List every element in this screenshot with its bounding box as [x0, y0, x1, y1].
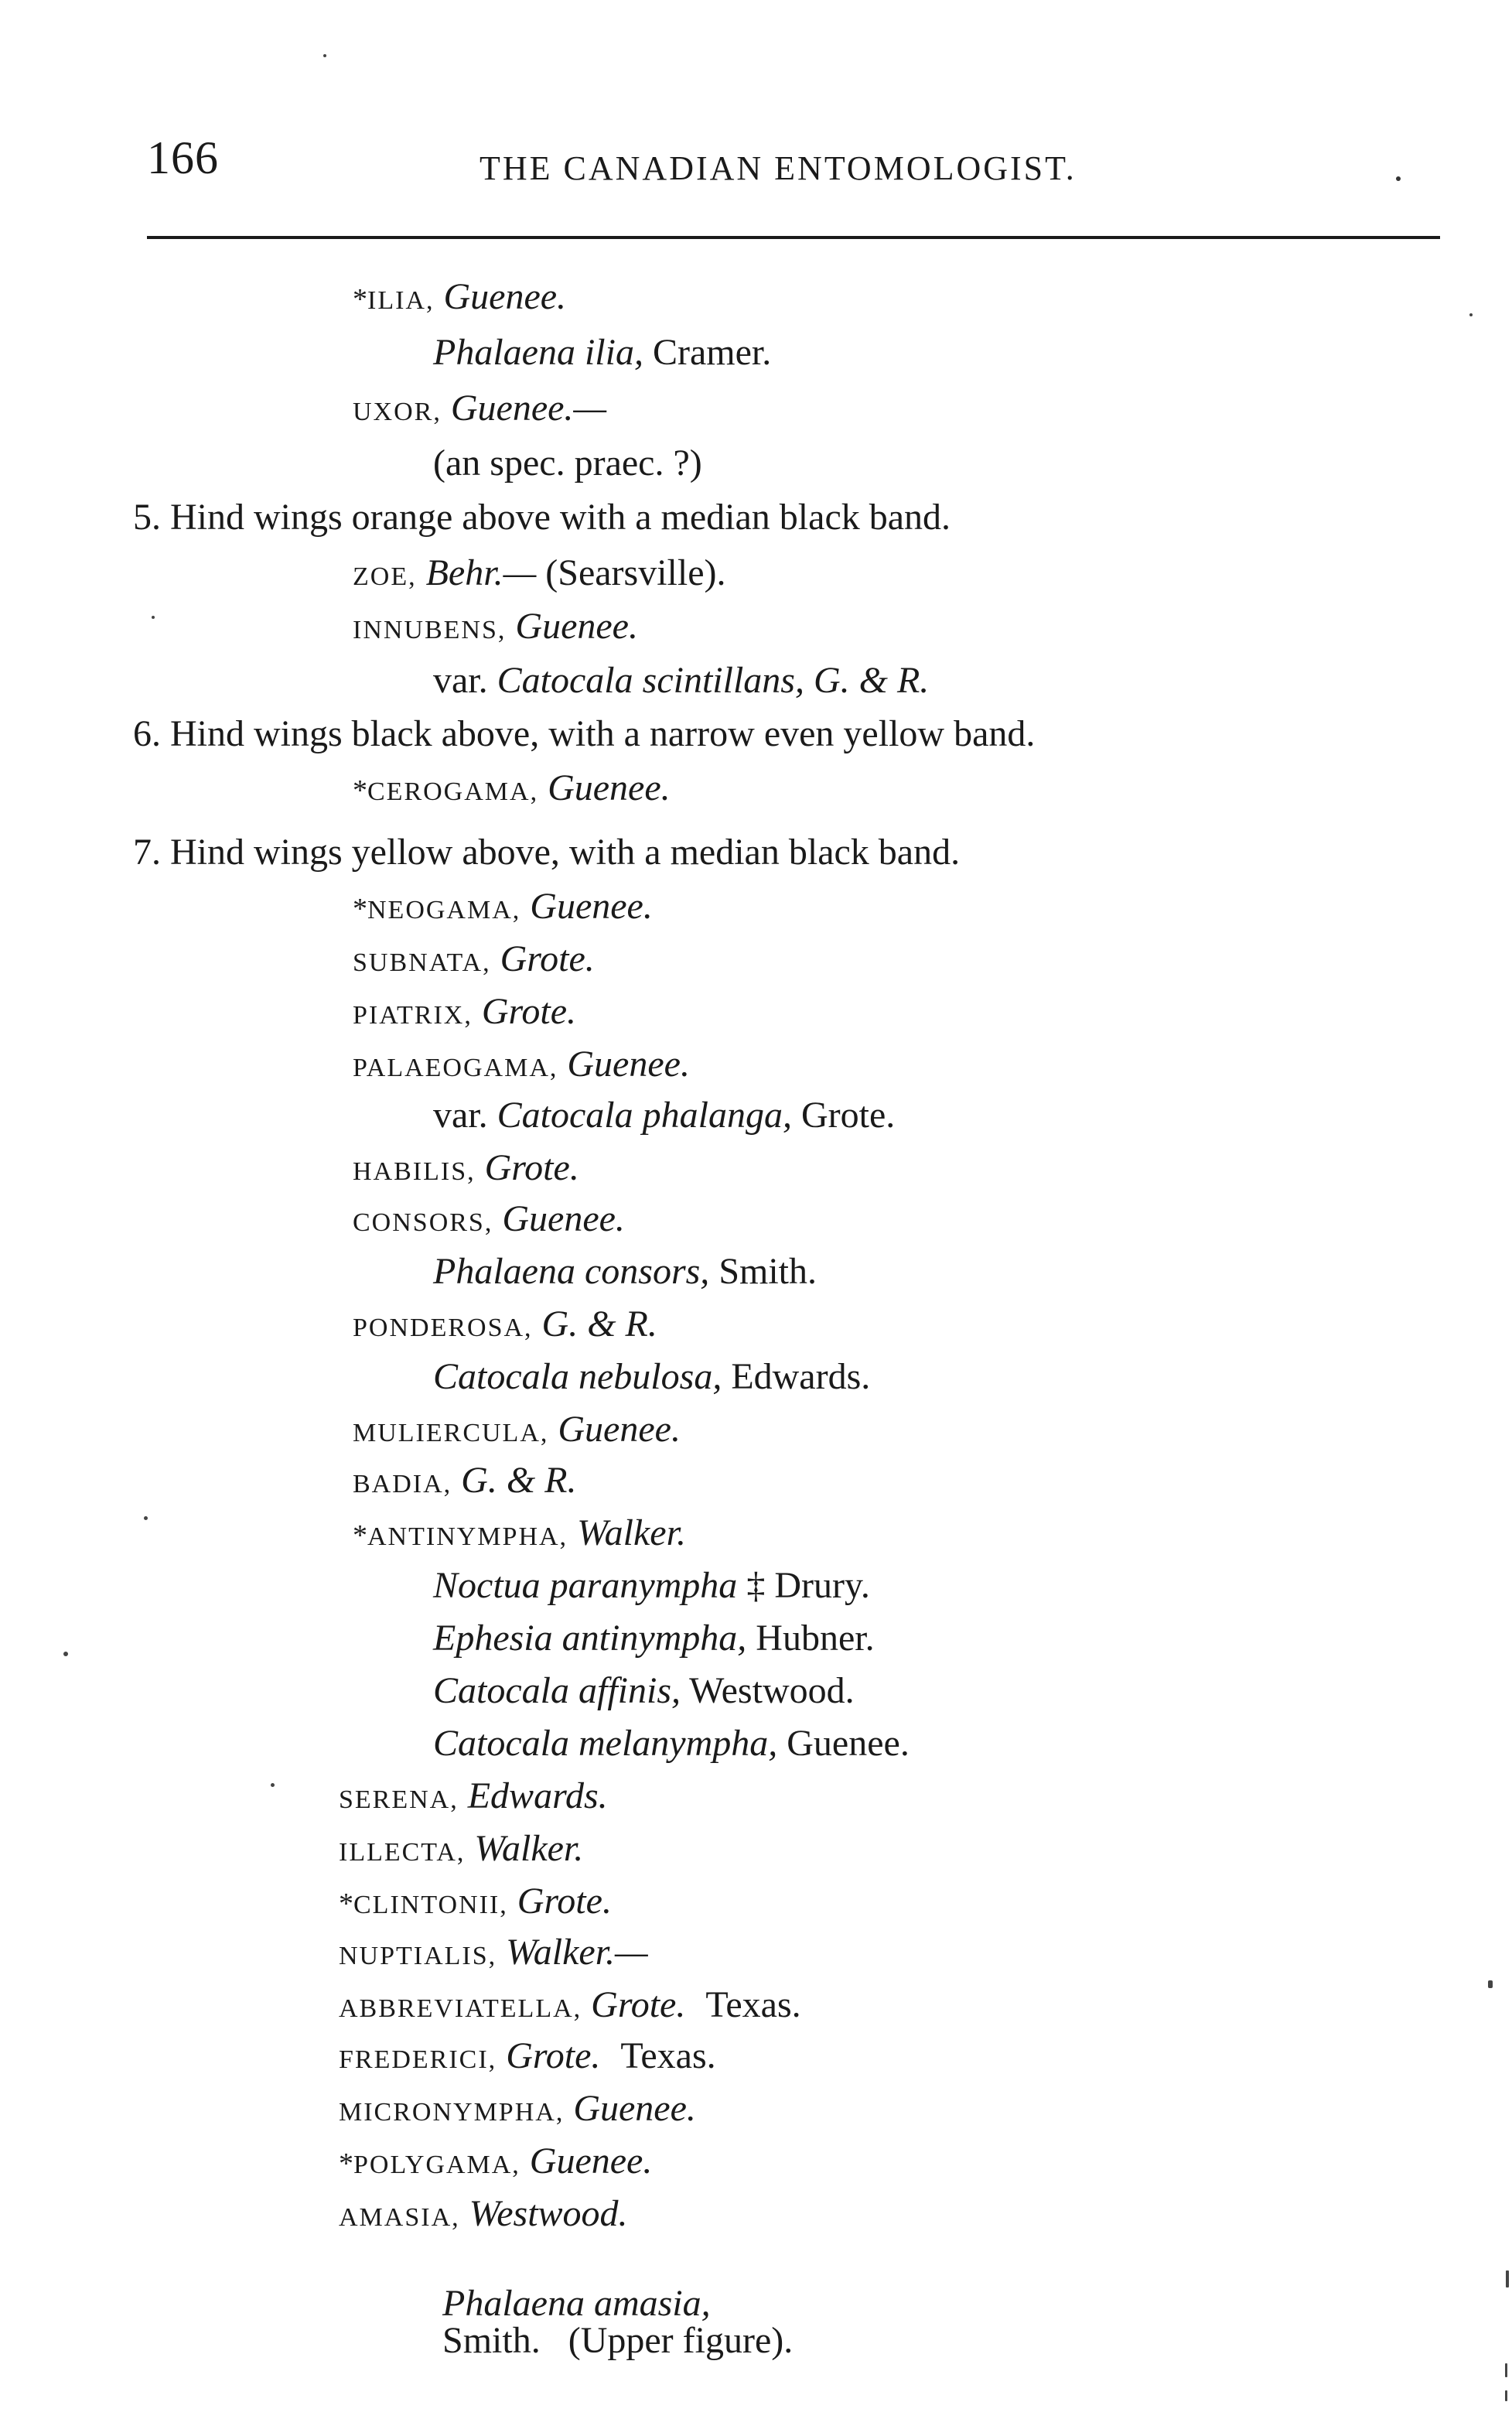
species-name: ZOE,	[353, 562, 417, 591]
species-entry-antinympha	[353, 1512, 686, 1553]
scan-speck	[152, 616, 155, 619]
author: Guenee.	[548, 767, 671, 808]
species-name: PIATRIX,	[353, 1001, 473, 1030]
synonym-author: Guenee.	[787, 1723, 910, 1764]
author: Guenee.—	[450, 388, 607, 429]
species-entry-ilia	[353, 278, 566, 316]
variety-author: Grote.	[800, 1095, 896, 1136]
synonym-name: Catocala affinis,	[433, 1670, 681, 1711]
running-title: THE CANADIAN ENTOMOLOGIST.	[480, 149, 1077, 187]
author: G. & R.	[541, 1303, 657, 1344]
scan-speck	[323, 54, 326, 57]
header-rule	[147, 236, 1440, 239]
author: Guenee.	[573, 2088, 696, 2129]
scan-speck	[63, 1652, 68, 1656]
key-heading-6	[133, 713, 1036, 754]
key-text: Hind wings yellow above, with a median black band.	[170, 832, 961, 873]
species-entry-nuptialis	[339, 1934, 648, 1971]
author: Grote.	[591, 1984, 686, 2025]
species-name: PONDEROSA,	[353, 1314, 533, 1342]
star-mark: *	[353, 774, 367, 807]
species-entry-zoe	[353, 552, 726, 593]
author: Walker.—	[506, 1932, 648, 1973]
locality: Texas.	[705, 1984, 801, 2025]
author: Walker.	[577, 1512, 686, 1553]
synonym-entry	[433, 1672, 855, 1710]
synonym-name: Catocala nebulosa,	[433, 1356, 722, 1397]
synonym-author: Smith.	[718, 1251, 817, 1292]
species-name: MICRONYMPHA,	[339, 2098, 565, 2127]
note: (an spec. praec. ?)	[433, 442, 702, 483]
key-heading-5	[133, 499, 951, 536]
key-number: 5.	[133, 497, 161, 538]
synonym-author: ‡ Drury.	[746, 1565, 870, 1606]
species-name: SUBNATA,	[353, 948, 491, 977]
synonym-author: Edwards.	[731, 1356, 871, 1397]
species-entry-habilis	[353, 1147, 579, 1188]
synonym-entry	[433, 1725, 910, 1762]
locality: (Searsville).	[545, 552, 726, 593]
author: Guenee.	[567, 1044, 690, 1085]
variety-name: Catocala phalanga,	[497, 1095, 792, 1136]
species-name: FREDERICI,	[339, 2045, 497, 2074]
scan-speck	[1469, 313, 1473, 316]
species-name: PALAEOGAMA,	[353, 1054, 558, 1082]
author: Grote.	[481, 991, 577, 1032]
star-mark: *	[353, 283, 367, 316]
species-name: ILLECTA,	[339, 1838, 466, 1867]
synonym-author: Cramer.	[652, 332, 772, 373]
variety-entry	[433, 662, 929, 699]
synonym-name: Ephesia antinympha,	[433, 1618, 747, 1659]
author: Walker.	[474, 1828, 584, 1869]
species-entry-badia	[353, 1462, 577, 1499]
species-entry-serena	[339, 1775, 608, 1816]
author: Westwood.	[469, 2193, 628, 2234]
synonym-author: Smith. (Upper figure).	[442, 2320, 794, 2361]
author: Guenee.	[515, 606, 638, 647]
species-name: UXOR,	[353, 398, 442, 426]
synonym-author: Westwood.	[689, 1670, 855, 1711]
author: Guenee.	[529, 2141, 653, 2182]
species-name: CLINTONII,	[353, 1891, 508, 1919]
synonym-name: Phalaena ilia,	[433, 332, 643, 373]
author: G. & R.	[461, 1460, 577, 1501]
species-name: BADIA,	[353, 1470, 452, 1498]
species-name: AMASIA,	[339, 2203, 460, 2232]
scan-speck	[271, 1783, 275, 1787]
author: Edwards.	[467, 1775, 608, 1816]
author: Guenee.	[443, 276, 567, 317]
species-entry-neogama	[353, 888, 653, 925]
scan-speck	[1505, 2390, 1507, 2401]
var-prefix: var.	[433, 1095, 488, 1136]
synonym-entry	[433, 1253, 817, 1290]
key-number: 6.	[133, 713, 161, 754]
scan-speck	[1505, 2363, 1507, 2377]
scan-speck	[1506, 2270, 1509, 2287]
header-dot	[1396, 176, 1401, 181]
species-entry-consors	[353, 1198, 625, 1239]
species-entry-polygama	[339, 2143, 652, 2180]
species-entry-amasia	[339, 2195, 628, 2233]
key-number: 7.	[133, 832, 161, 873]
species-name: ANTINYMPHA,	[367, 1522, 568, 1551]
note-line	[433, 442, 702, 483]
star-mark: *	[353, 893, 367, 925]
author: Guenee.	[558, 1409, 681, 1450]
species-entry-palaeogama	[353, 1046, 690, 1083]
synonym-entry	[424, 2248, 793, 2359]
synonym-entry	[433, 1567, 870, 1604]
species-entry-cerogama	[353, 767, 671, 808]
species-name: MULIERCULA,	[353, 1419, 549, 1447]
key-text: Hind wings orange above with a median black band.	[170, 497, 951, 538]
species-name: NUPTIALIS,	[339, 1942, 497, 1970]
synonym-entry	[433, 334, 771, 371]
species-name: NEOGAMA,	[367, 896, 521, 924]
star-mark: *	[339, 1888, 353, 1920]
scan-speck	[1488, 1980, 1493, 1988]
species-name: CONSORS,	[353, 1208, 493, 1237]
author: Grote.	[506, 2035, 601, 2076]
scan-speck	[144, 1516, 148, 1520]
species-entry-illecta	[339, 1830, 583, 1867]
species-entry-muliercula	[353, 1411, 681, 1448]
synonym-author: Hubner.	[756, 1618, 875, 1659]
species-name: ABBREVIATELLA,	[339, 1994, 582, 2023]
synonym-entry	[433, 1358, 870, 1396]
species-entry-abbreviatella	[339, 1984, 801, 2025]
species-entry-micronympha	[339, 2090, 696, 2127]
author: Guenee.	[502, 1198, 625, 1239]
species-name: SERENA,	[339, 1785, 459, 1814]
species-entry-piatrix	[353, 993, 576, 1030]
key-text: Hind wings black above, with a narrow even yellow band.	[170, 713, 1036, 754]
species-name: ILIA,	[367, 286, 435, 315]
author: Grote.	[500, 938, 595, 979]
star-mark: *	[339, 2147, 353, 2180]
variety-name: Catocala scintillans, G. & R.	[497, 660, 930, 701]
page-number: 166	[147, 132, 219, 183]
synonym-name: Phalaena consors,	[433, 1251, 710, 1292]
synonym-name: Phalaena amasia,	[442, 2283, 711, 2324]
species-entry-frederici	[339, 2035, 716, 2076]
species-name: CEROGAMA,	[367, 777, 539, 806]
star-mark: *	[353, 1519, 367, 1552]
author: Grote.	[484, 1147, 579, 1188]
author: Guenee.	[530, 886, 653, 927]
species-entry-innubens	[353, 608, 638, 645]
locality: Texas.	[620, 2035, 716, 2076]
species-entry-subnata	[353, 938, 595, 979]
species-entry-clintonii	[339, 1883, 612, 1920]
author: Behr.—	[425, 552, 537, 593]
var-prefix: var.	[433, 660, 488, 701]
species-name: INNUBENS,	[353, 616, 507, 644]
synonym-name: Noctua paranympha	[433, 1565, 738, 1606]
variety-entry	[433, 1097, 895, 1134]
synonym-entry	[433, 1620, 875, 1657]
species-entry-uxor	[353, 390, 606, 427]
species-name: HABILIS,	[353, 1157, 476, 1186]
species-name: POLYGAMA,	[353, 2151, 520, 2179]
species-entry-ponderosa	[353, 1303, 657, 1344]
author: Grote.	[517, 1881, 612, 1922]
key-heading-7	[133, 834, 960, 871]
synonym-name: Catocala melanympha,	[433, 1723, 778, 1764]
